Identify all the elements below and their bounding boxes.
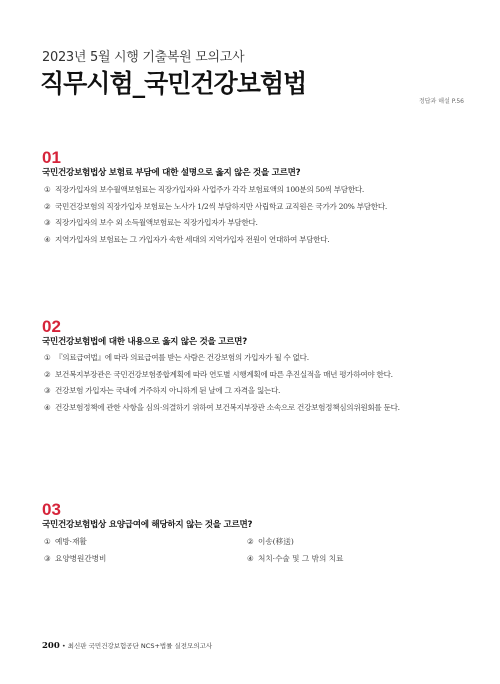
option-item: [44, 401, 464, 415]
option-item: [44, 199, 464, 216]
question-text: 국민건강보험법상 보험료 부담에 대한 설명으로 옳지 않은 것을 고르면?: [42, 168, 301, 178]
option-text: 『의료급여법』에 따라 의료급여를 받는 사람은 건강보험의 가입자가 될 수 없다.: [55, 353, 309, 362]
option-text: 지역가입자의 보험료는 그 가입자가 속한 세대의 지역가입자 전원이 연대하여 부담한다.: [55, 234, 330, 244]
page-footer: [42, 641, 212, 651]
option-item: [44, 383, 464, 400]
option-number: ③: [44, 386, 51, 395]
option-text: 요양병원간병비: [55, 553, 107, 563]
option-text: 직장가입자의 보수월액보험료는 직장가입자와 사업주가 각각 보험료액의 100분의 50씩 부담한다.: [55, 185, 365, 194]
question-number: 03: [42, 500, 61, 519]
option-number: ②: [247, 537, 254, 546]
option-text: 국민건강보험의 직장가입자 보험료는 노사가 1/2씩 부담하지만 사립학교 교직원은 국가가 20% 부담한다.: [55, 201, 387, 211]
option-text: 보건복지부장관은 국민건강보험종합계획에 따라 연도별 시행계획에 따른 추진실적을 매년 평가하여야 한다.: [55, 369, 393, 379]
option-item: [44, 215, 464, 232]
page-number: 200: [42, 641, 60, 651]
option-item: [44, 350, 464, 367]
option-list: [44, 182, 464, 248]
question-text: 국민건강보험법에 대한 내용으로 옳지 않은 것을 고르면?: [42, 337, 247, 347]
option-grid: [44, 534, 464, 567]
page-title: 직무시험_국민건강보험법: [40, 69, 307, 98]
option-number: ①: [44, 185, 51, 194]
option-number: ④: [247, 553, 254, 563]
option-number: ②: [44, 201, 51, 211]
exam-subtitle: 2023년 5월 시행 기출복원 모의고사: [42, 50, 245, 65]
option-item: [44, 367, 464, 384]
option-list: [44, 350, 464, 415]
answer-reference: 정답과 해설 P.56: [418, 98, 464, 105]
option-item: [44, 232, 464, 249]
option-item: [247, 534, 450, 551]
option-item: [44, 182, 464, 199]
option-item: [247, 551, 450, 568]
footer-text: • 최신판 국민건강보험공단 NCS+법률 실전모의고사: [61, 642, 213, 650]
option-text: 직장가입자의 보수 외 소득월액보험료는 직장가입자가 부담한다.: [55, 218, 258, 227]
option-text: 건강보험정책에 관한 사항을 심의·의결하기 위하여 보건복지부장관 소속으로 건강보험정책심의위원회를 둔다.: [55, 402, 400, 412]
option-item: [44, 534, 247, 551]
option-text: 처치·수술 및 그 밖의 치료: [258, 553, 344, 563]
option-item: [44, 551, 247, 568]
option-text: 건강보험 가입자는 국내에 거주하지 아니하게 된 날에 그 자격을 잃는다.: [55, 386, 281, 395]
option-number: ④: [44, 402, 51, 412]
option-number: ②: [44, 369, 51, 379]
option-number: ①: [44, 537, 51, 546]
option-number: ③: [44, 553, 51, 563]
option-text: 이송(移送): [258, 537, 294, 546]
option-number: ③: [44, 218, 51, 227]
option-number: ④: [44, 234, 51, 244]
question-number: 02: [42, 317, 61, 336]
question-number: 01: [42, 148, 61, 167]
option-number: ①: [44, 353, 51, 362]
question-text: 국민건강보험법상 요양급여에 해당하지 않는 것을 고르면?: [42, 520, 253, 530]
option-text: 예방·재활: [55, 537, 87, 546]
